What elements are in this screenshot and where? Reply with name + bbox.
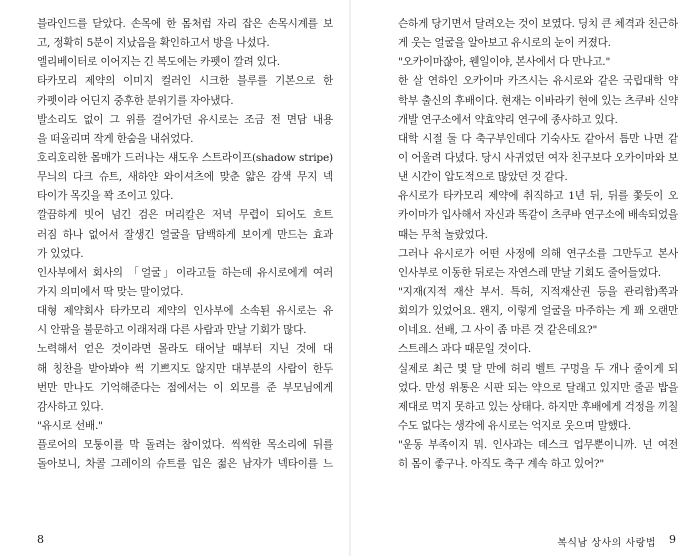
text-line: 대학 시절 둘 다 축구부인데다 기숙사도 같아서 틈만 나면 같 bbox=[398, 132, 678, 145]
text-line: 회의가 있었어요. 왠지, 이렇게 얼굴을 마주하는 게 꽤 오랜만 bbox=[398, 305, 678, 318]
text-line: 대형 제약회사 타카모리 제약의 인사부에 소속된 유시로는 유 bbox=[37, 305, 333, 318]
text-line: 한 살 연하인 오카이마 카즈시는 유시로와 같은 국립대학 약 bbox=[398, 75, 678, 88]
text-line: 이네요. 선배, 그 사이 좀 마른 것 같은데요?" bbox=[398, 324, 598, 337]
text-line: 카이마가 입사해서 자신과 똑같이 츠쿠바 연구소에 배속되었을 bbox=[398, 209, 678, 222]
text-line: 실제로 최근 몇 달 만에 허리 벨트 구멍을 두 개나 줄이게 되 bbox=[398, 362, 678, 375]
text-line: 타이가 목깃을 꽉 조이고 있다. bbox=[37, 190, 174, 203]
text-line: 유시로가 타카모리 제약에 취직하고 1년 뒤, 뒤를 쫓듯이 오 bbox=[398, 190, 678, 203]
text-line: 시 안팎을 불문하고 이래저래 다른 사람과 만날 기회가 많다. bbox=[37, 324, 307, 337]
text-line: 그러나 유시로가 어떤 사정에 의해 연구소를 그만두고 본사 bbox=[398, 247, 678, 260]
text-line: 제대로 먹지 못하고 있는 상태다. 하지만 후배에게 걱정을 끼칠 bbox=[398, 400, 678, 413]
text-line: 러짐 하나 없어서 잘생긴 얼굴을 담백하게 보이게 만드는 효과 bbox=[37, 228, 333, 241]
text-line: 번만 만나도 기억해준다는 점에서는 이 외모를 준 부모님에게 bbox=[37, 381, 333, 394]
text-line: 었다. 만성 위통은 시판 되는 약으로 달래고 있지만 줄곧 밥을 bbox=[398, 381, 678, 394]
text-line: 스트레스 과다 때문일 것이다. bbox=[398, 343, 532, 356]
text-line: 히 몸이 좋구나. 아직도 축구 계속 하고 있어?" bbox=[398, 458, 605, 471]
text-line: 가지 의미에서 딱 맞는 말이었다. bbox=[37, 285, 184, 298]
text-line: 게 웃는 얼굴을 알아보고 유시로의 눈이 커졌다. bbox=[398, 37, 611, 50]
text-line: 슨하게 당기면서 달려오는 것이 보였다. 딩치 큰 체격과 친근하 bbox=[398, 18, 678, 30]
text-line: 무늬의 다크 슈트, 새하얀 와이셔츠에 맞춘 얇은 감색 무지 넥 bbox=[37, 171, 333, 184]
text-line: 이 어울려 다녔다. 당시 사귀었던 여자 친구보다 오카이마와 보 bbox=[398, 151, 678, 164]
text-line: 학부 출신의 후배이다. 현재는 이바라키 현에 있는 츠쿠바 신약 bbox=[398, 94, 678, 107]
text-line: "오카이마잖아, 웬일이야, 본사에서 다 만나고." bbox=[398, 56, 611, 69]
text-line: 카펫이라 어딘지 중후한 분위기를 자아냈다. bbox=[37, 94, 234, 107]
text-line: 플로어의 모퉁이를 막 돌려는 참이었다. 씩씩한 목소리에 뒤를 bbox=[37, 439, 333, 452]
text-line: 돌아보니, 차콜 그레이의 슈트를 입은 젊은 남자가 넥타이를 느 bbox=[37, 458, 333, 471]
text-line: 깔끔하게 빗어 넘긴 검은 머리칼은 저녁 무렵이 되어도 흐트 bbox=[37, 209, 333, 222]
text-line: 노력해서 얻은 것이라면 몰라도 태어날 때부터 지닌 것에 대 bbox=[37, 343, 333, 356]
text-line: 인사부로 이동한 뒤로는 자연스레 만날 기회도 줄어들었다. bbox=[398, 266, 661, 279]
text-line: 블라인드를 닫았다. 손목에 한 몸처럼 자리 잡은 손목시계를 보 bbox=[37, 18, 333, 30]
running-head: 복식남 상사의 사랑법 bbox=[557, 538, 656, 549]
text-line: 고, 정확히 5분이 지났음을 확인하고서 방을 나섰다. bbox=[37, 37, 270, 50]
page-number-right: 9 bbox=[669, 533, 676, 546]
text-line: 개발 연구소에서 약효약리 연구에 종사하고 있다. bbox=[398, 113, 618, 126]
text-line: 발소리도 없이 그 위를 걸어가던 유시로는 조금 전 면담 내용 bbox=[37, 113, 333, 126]
text-line: "운동 부족이지 뭐. 인사과는 데스크 업무뿐이니까. 넌 여전 bbox=[398, 439, 678, 452]
text-line: 인사부에서 회사의 「얼굴」이라고들 하는데 유시로에게 여러 bbox=[37, 266, 333, 279]
text-line: 타카모리 제약의 이미지 컬러인 시크한 블루를 기본으로 한 bbox=[37, 75, 333, 88]
text-line: 감사하고 있다. bbox=[37, 400, 104, 413]
text-line: 때는 무척 놀랐었다. bbox=[398, 228, 488, 241]
text-line: 호리호리한 몸매가 드러나는 섀도우 스트라이프(shadow stripe) bbox=[37, 151, 333, 164]
text-line: 해 칭찬을 받아봐야 썩 기쁘지도 않지만 대부분의 사람이 한두 bbox=[37, 362, 333, 375]
text-line: "지재(지적 재산 부서. 특허, 지적재산권 등을 관리함)쪽과 bbox=[398, 285, 678, 298]
text-line: 엘리베이터로 이어지는 긴 복도에는 카펫이 깔려 있다. bbox=[37, 56, 280, 69]
text-line: 을 떠올리며 작게 한숨을 내쉬었다. bbox=[37, 132, 194, 145]
text-line: 가 있었다. bbox=[37, 247, 84, 260]
text-line: 낸 시간이 압도적으로 많았던 것 같다. bbox=[398, 171, 568, 184]
page-number-left: 8 bbox=[37, 533, 44, 546]
text-line: 수도 없다는 생각에 유시로는 억지로 웃으며 말했다. bbox=[398, 419, 631, 432]
right-page-body bbox=[398, 15, 678, 474]
text-line: "유시로 선배." bbox=[37, 419, 103, 432]
